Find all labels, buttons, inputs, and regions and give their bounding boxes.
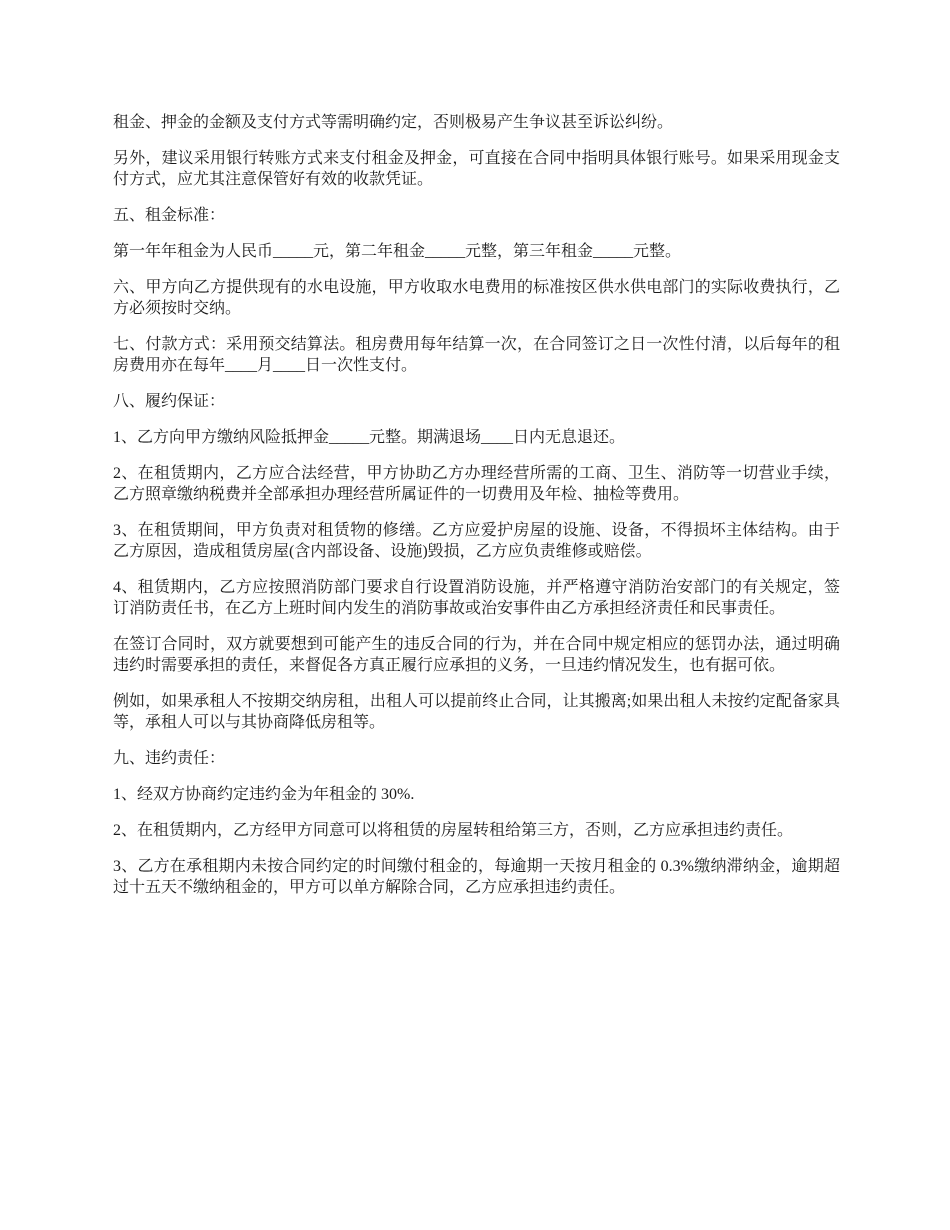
clause-liability-3: 3、乙方在承租期内未按合同约定的时间缴付租金的，每逾期一天按月租金的 0.3%缴纳滞纳金，逾期超过十五天不缴纳租金的，甲方可以单方解除合同，乙方应承担违约责任。: [113, 858, 840, 896]
paragraph-breach-example: 例如，如果承租人不按期交纳房租，出租人可以提前终止合同，让其搬离;如果出租人未按约定配备家具等，承租人可以与其协商降低房租等。: [113, 693, 840, 731]
paragraph-deposit-note: 租金、押金的金额及支付方式等需明确约定，否则极易产生争议甚至诉讼纠纷。: [113, 114, 674, 131]
section-payment-method: 七、付款方式：采用预交结算法。租房费用每年结算一次，在合同签订之日一次性付清，以后每年的租房费用亦在每年____月____日一次性支付。: [113, 336, 840, 374]
clause-guarantee-1: 1、乙方向甲方缴纳风险抵押金_____元整。期满退场____日内无息退还。: [113, 429, 626, 446]
section-heading-rent-standard: 五、租金标准：: [113, 207, 226, 224]
section-utilities: 六、甲方向乙方提供现有的水电设施，甲方收取水电费用的标准按区供水供电部门的实际收费执行，乙方必须按时交纳。: [113, 279, 840, 317]
clause-guarantee-2: 2、在租赁期内，乙方应合法经营，甲方协助乙方办理经营所需的工商、卫生、消防等一切营业手续，乙方照章缴纳税费并全部承担办理经营所属证件的一切费用及年检、抽检等费用。: [113, 465, 840, 503]
paragraph-bank-transfer-note: 另外，建议采用银行转账方式来支付租金及押金，可直接在合同中指明具体银行账号。如果采用现金支付方式，应尤其注意保管好有效的收款凭证。: [113, 150, 840, 188]
document-body: [113, 112, 840, 913]
clause-guarantee-3: 3、在租赁期间，甲方负责对租赁物的修缮。乙方应爱护房屋的设施、设备，不得损坏主体结构。由于乙方原因，造成租赁房屋(含内部设备、设施)毁损，乙方应负责维修或赔偿。: [113, 522, 840, 560]
clause-guarantee-4: 4、租赁期内，乙方应按照消防部门要求自行设置消防设施，并严格遵守消防治安部门的有关规定，签订消防责任书，在乙方上班时间内发生的消防事故或治安事件由乙方承担经济责任和民事责任。: [113, 579, 840, 617]
paragraph-breach-advice: 在签订合同时，双方就要想到可能产生的违反合同的行为，并在合同中规定相应的惩罚办法，通过明确违约时需要承担的责任，来督促各方真正履行应承担的义务，一旦违约情况发生，也有据可依。: [113, 636, 840, 674]
paragraph-rent-amounts: 第一年年租金为人民币_____元，第二年租金_____元整，第三年租金_____元整。: [113, 243, 682, 260]
section-heading-performance-guarantee: 八、履约保证：: [113, 393, 226, 410]
section-heading-liability: 九、违约责任：: [113, 750, 226, 767]
clause-liability-2: 2、在租赁期内，乙方经甲方同意可以将租赁的房屋转租给第三方，否则，乙方应承担违约责任。: [113, 822, 794, 839]
clause-liability-1: 1、经双方协商约定违约金为年租金的 30%.: [113, 786, 415, 803]
